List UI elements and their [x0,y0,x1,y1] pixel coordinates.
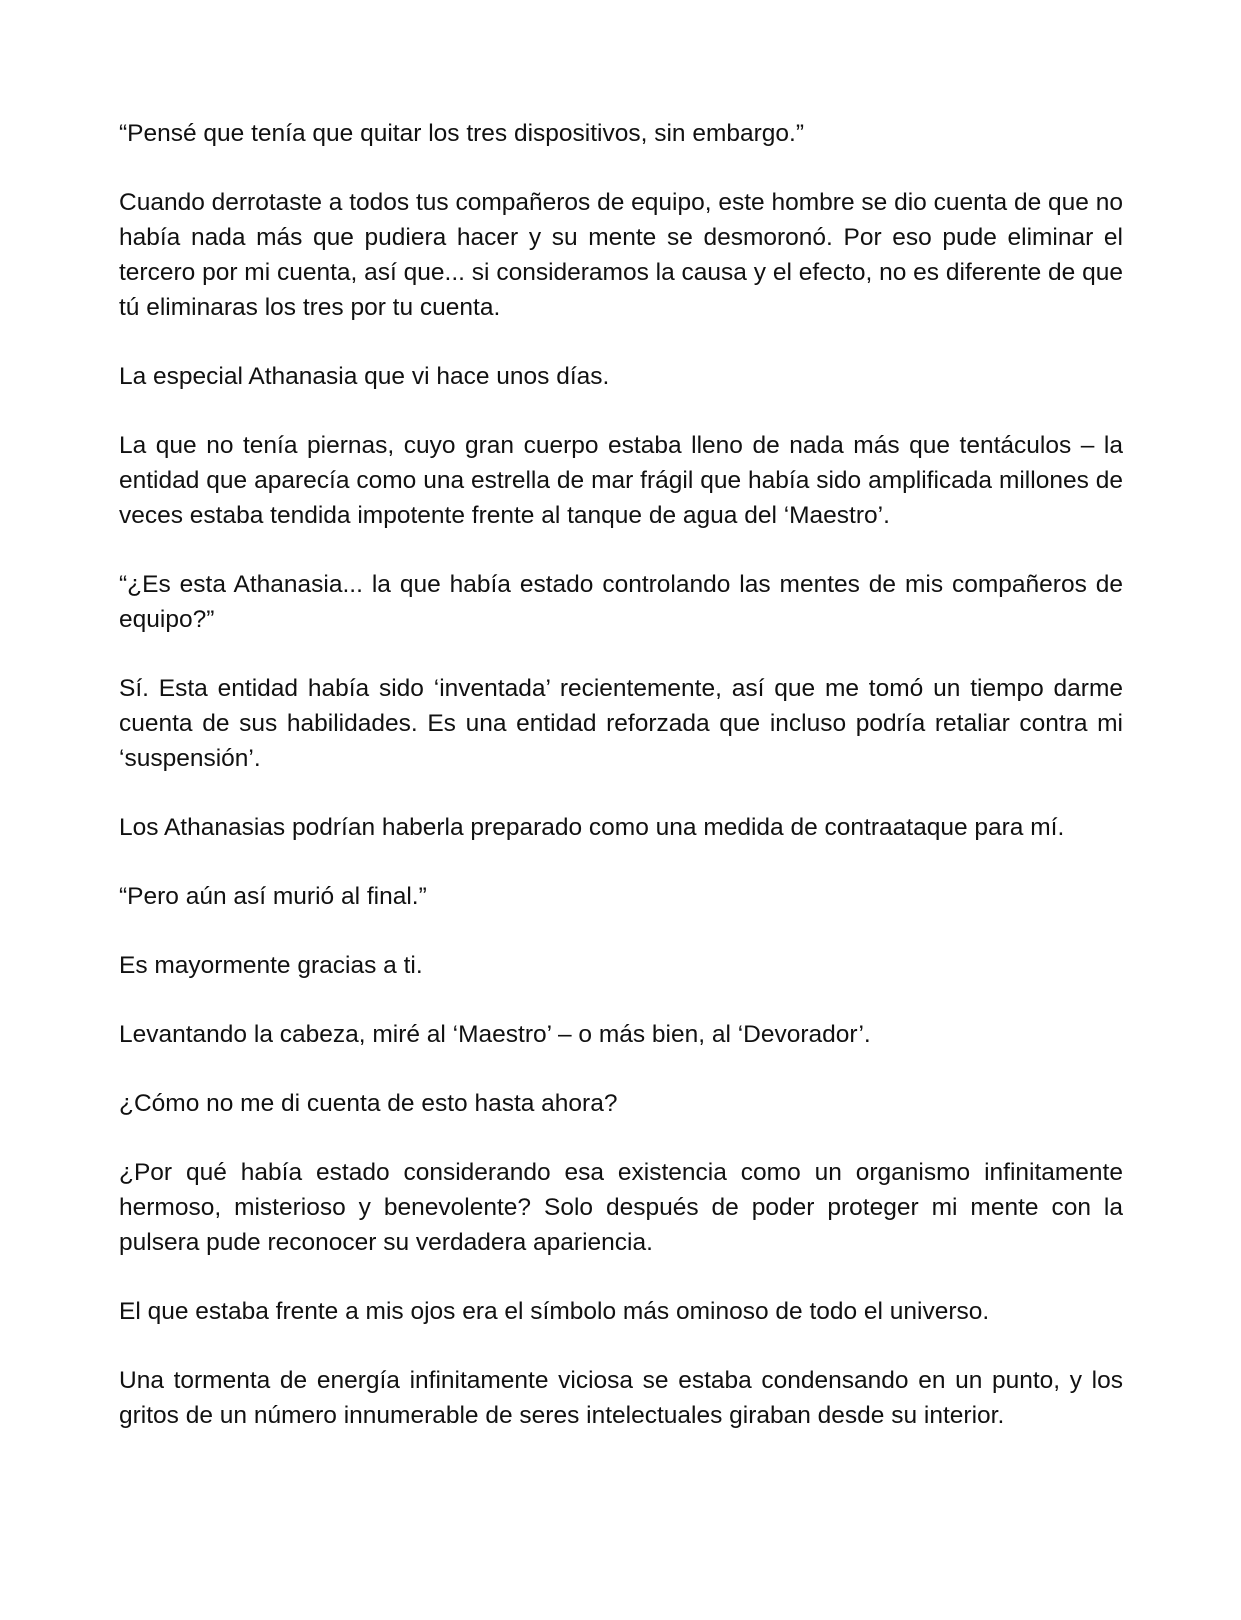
paragraph-11: ¿Cómo no me di cuenta de esto hasta ahora? [119,1090,618,1117]
paragraph-1: “Pensé que tenía que quitar los tres dispositivos, sin embargo.” [119,120,805,147]
paragraph-12: ¿Por qué había estado considerando esa existencia como un organismo infinitamente hermoso, misterioso y benevolente? Solo después de poder proteger mi mente con la pulsera pude reconocer su verdadera apariencia. [119,1159,1123,1256]
paragraph-9: Es mayormente gracias a ti. [119,952,423,979]
paragraph-13: El que estaba frente a mis ojos era el símbolo más ominoso de todo el universo. [119,1298,990,1325]
paragraph-2: Cuando derrotaste a todos tus compañeros de equipo, este hombre se dio cuenta de que no había nada más que pudiera hacer y su mente se desmoronó. Por eso pude eliminar el tercero por mi cuenta, así que... si consideramos la causa y el efecto, no es diferente de que tú eliminaras los tres por tu cuenta. [119,189,1123,321]
paragraph-7: Los Athanasias podrían haberla preparado como una medida de contraataque para mí. [119,814,1065,841]
paragraph-6: Sí. Esta entidad había sido ‘inventada’ recientemente, así que me tomó un tiempo darme cuenta de sus habilidades. Es una entidad reforzada que incluso podría retaliar contra mi ‘suspensión’. [119,675,1123,772]
paragraph-4: La que no tenía piernas, cuyo gran cuerpo estaba lleno de nada más que tentáculos – la entidad que aparecía como una estrella de mar frágil que había sido amplificada millones de veces estaba tendida impotente frente al tanque de agua del ‘Maestro’. [119,432,1123,529]
paragraph-14: Una tormenta de energía infinitamente viciosa se estaba condensando en un punto, y los gritos de un número innumerable de seres intelectuales giraban desde su interior. [119,1367,1123,1429]
paragraph-10: Levantando la cabeza, miré al ‘Maestro’ – o más bien, al ‘Devorador’. [119,1021,871,1048]
paragraph-3: La especial Athanasia que vi hace unos días. [119,363,610,390]
paragraph-5: “¿Es esta Athanasia... la que había estado controlando las mentes de mis compañeros de equipo?” [119,571,1123,633]
document-body [119,116,1123,1467]
paragraph-8: “Pero aún así murió al final.” [119,883,427,910]
